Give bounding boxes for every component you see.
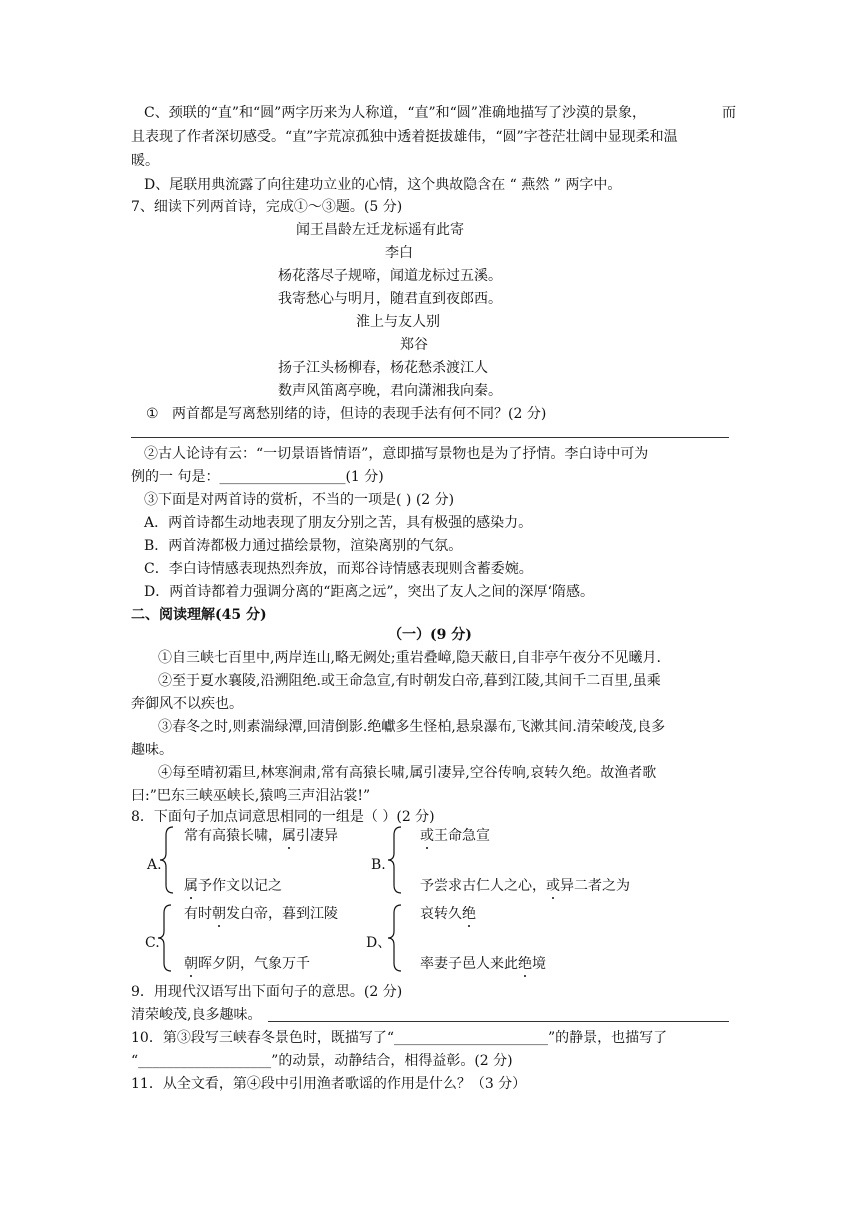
poem1-author: 李白	[385, 245, 413, 261]
passage-paragraph-1: ①自三峡七百里中,两岸连山,略无阙处;重岩叠嶂,隐天蔽日,自非亭午夜分不见曦月.	[158, 650, 661, 666]
section-heading: 二、阅读理解(45 分)	[131, 607, 267, 623]
q8-option-c-top: 有时朝发白帝，暮到江陵	[184, 906, 338, 922]
poem2-author: 郑谷	[400, 337, 428, 353]
q8-option-b-top: 或王命急宣	[420, 828, 490, 844]
q8-option-b-bottom: 予尝求古仁人之心，或异二者之为	[420, 878, 630, 894]
brace-icon	[386, 825, 406, 895]
q6-option-c-line1-end: 而	[722, 105, 736, 121]
q8-option-a-label: A.	[147, 857, 162, 873]
brace-icon	[386, 903, 406, 973]
q6-option-c-line3: 暖。	[131, 153, 159, 169]
q7-option-c: C．李白诗情感表现热烈奔放，而郑谷诗情感表现则含蓄委婉。	[144, 561, 533, 577]
q8-stem: 8．下面句子加点词意思相同的一组是（ ）(2 分)	[131, 809, 435, 825]
passage-paragraph-4-line1: ④每至晴初霜旦,林寒涧肃,常有高猿长啸,属引凄异,空谷传响,哀转久绝。故渔者歌	[158, 765, 657, 781]
q8-option-b-label: B.	[371, 857, 386, 873]
q7-sub3: ③下面是对两首诗的赏析，不当的一项是( ) (2 分)	[144, 492, 455, 508]
passage-paragraph-2-line2: 奔御风不以疾也。	[131, 696, 243, 712]
q7-sub1: 两首都是写离愁别绪的诗，但诗的表现手法有何不同？(2 分)	[172, 406, 547, 422]
q8-option-d-label: D、	[366, 935, 392, 951]
q6-option-d: D、尾联用典流露了向往建功立业的心情，这个典故隐含在 “ 燕然 ” 两字中。	[144, 177, 622, 193]
q7-sub1-number: ①	[146, 406, 159, 422]
passage-paragraph-3-line2: 趣味。	[131, 742, 173, 758]
q8-option-d-bottom: 率妻子邑人来此绝境	[420, 956, 546, 972]
q7-option-b: B．两首涛都极力通过描绘景物，渲染离别的气氛。	[144, 538, 463, 554]
q8-option-a-bottom: 属予作文以记之	[184, 878, 282, 894]
answer-line	[268, 1021, 729, 1022]
q7-option-d: D．两首诗都着力强调分离的“距离之远”，突出了友人之间的深厚‘隋感。	[144, 584, 594, 600]
brace-icon	[158, 825, 178, 895]
answer-line	[131, 437, 729, 438]
q7-option-a: A．两首诗都生动地表现了朋友分别之苦，具有极强的感染力。	[144, 515, 533, 531]
q9-stem: 9．用现代汉语写出下面句子的意思。(2 分)	[131, 984, 403, 1000]
part-heading: （一）(9 分)	[388, 627, 472, 643]
q8-option-c-bottom: 朝晖夕阴，气象万千	[184, 956, 310, 972]
q10-line2: “___________________”的动景，动静结合，相得益彰。(2 分)	[131, 1053, 513, 1069]
poem2-line2: 数声风笛离亭晚，君向潇湘我向秦。	[278, 383, 502, 399]
q8-option-d-top: 哀转久绝	[420, 906, 476, 922]
poem1-line1: 杨花落尽子规啼，闻道龙标过五溪。	[278, 268, 502, 284]
passage-paragraph-4-line2: 曰:”巴东三峡巫峡长,猿鸣三声泪沾裳!”	[131, 788, 371, 804]
poem1-line2: 我寄愁心与明月，随君直到夜郎西。	[278, 291, 502, 307]
q8-option-c-label: C.	[145, 935, 160, 951]
q10-line1: 10．第③段写三峡春冬景色时，既描写了“______________________”的静景，也描写了	[131, 1030, 668, 1046]
q7-stem: 7、细读下列两首诗，完成①～③题。(5 分)	[131, 199, 403, 215]
q11-stem: 11．从全文看，第④段中引用渔者歌谣的作用是什么？（3 分）	[131, 1076, 527, 1092]
q6-option-c-line1: C、颈联的“直”和“圆”两字历来为人称道，“直”和“圆”准确地描写了沙漠的景象，	[144, 105, 646, 121]
q7-sub2-line1: ②古人论诗有云：“一切景语皆情语”，意即描写景物也是为了抒情。李白诗中可为	[144, 446, 649, 462]
passage-paragraph-3-line1: ③春冬之时,则素湍绿潭,回清倒影.绝巘多生怪柏,悬泉瀑布,飞漱其间.清荣峻茂,良多	[158, 719, 666, 735]
brace-icon	[156, 903, 176, 973]
passage-paragraph-2-line1: ②至于夏水襄陵,沿溯阻绝.或王命急宣,有时朝发白帝,暮到江陵,其间千二百里,虽乘	[158, 673, 661, 689]
q7-sub2-line2: 例的一 句是：__________________(1 分)	[131, 469, 384, 485]
poem2-line1: 扬子江头杨柳春，杨花愁杀渡江人	[278, 360, 488, 376]
poem2-title: 淮上与友人别	[356, 314, 440, 330]
poem1-title: 闻王昌龄左迁龙标遥有此寄	[296, 222, 464, 238]
q8-option-a-top: 常有高猿长啸，属引凄异	[184, 828, 338, 844]
q9-sentence: 清荣峻茂,良多趣味。	[131, 1007, 262, 1023]
q6-option-c-line2: 且表现了作者深切感受。“直”字荒凉孤独中透着挺拔雄伟，“圆”字苍茫壮阔中显现柔和温	[131, 129, 678, 145]
